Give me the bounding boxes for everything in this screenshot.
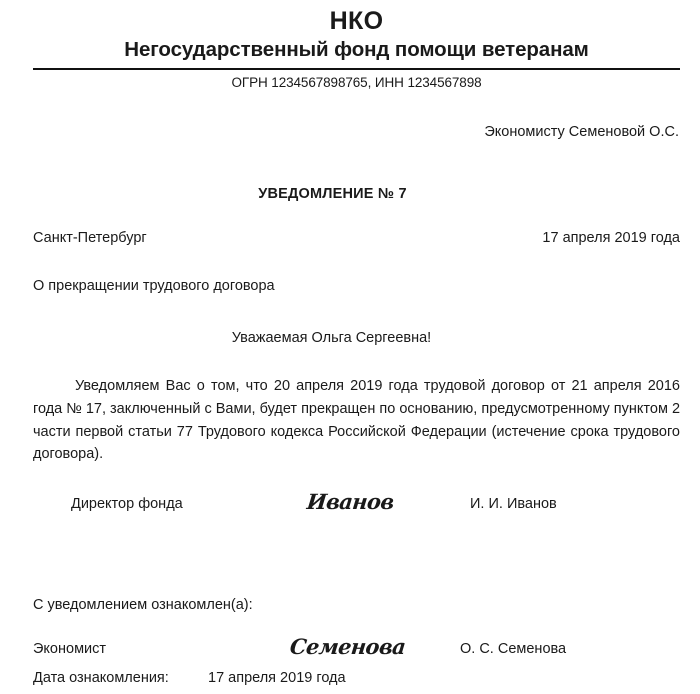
header-divider (33, 68, 680, 70)
letterhead (33, 7, 680, 91)
place-date-row (33, 230, 680, 246)
director-signature-row (33, 489, 680, 520)
employee-role: Экономист (33, 641, 107, 658)
date-of-issue: 17 апреля 2019 года (542, 229, 680, 246)
body-paragraph: Уведомляем Вас о том, что 20 апреля 2019 года трудовой договор от 21 апреля 2016 года № 17, заключенный с Вами, будет прекращен по основанию, предусмотренному пунктом 2 части первой статьи 77 Трудового кодекса Российской Федерации (истечение срока трудового договора). (33, 377, 681, 463)
employee-signature: Семенова (288, 634, 407, 660)
director-printed-name: И. И. Иванов (470, 496, 557, 513)
employee-signature-row (33, 634, 680, 665)
document-content (33, 0, 680, 694)
place-of-issue: Санкт-Петербург (33, 229, 147, 246)
subject-line: О прекращении трудового договора (33, 277, 275, 294)
acknowledgement-date-label: Дата ознакомления: (33, 670, 169, 687)
director-signature: Иванов (305, 489, 396, 515)
organization-abbreviation: НКО (329, 7, 384, 35)
document-title: УВЕДОМЛЕНИЕ № 7 (258, 185, 407, 202)
organization-name: Негосударственный фонд помощи ветеранам (124, 38, 589, 61)
salutation: Уважаемая Ольга Сергеевна! (231, 329, 432, 346)
acknowledgement-date-value: 17 апреля 2019 года (208, 670, 346, 687)
director-role: Директор фонда (71, 496, 183, 513)
organization-registration-numbers: ОГРН 1234567898765, ИНН 1234567898 (231, 74, 482, 90)
employee-printed-name: О. С. Семенова (460, 641, 567, 658)
addressee: Экономисту Семеновой О.С. (484, 123, 679, 140)
acknowledgement-date-row (33, 670, 680, 694)
acknowledgement-label: С уведомлением ознакомлен(а): (33, 597, 253, 614)
